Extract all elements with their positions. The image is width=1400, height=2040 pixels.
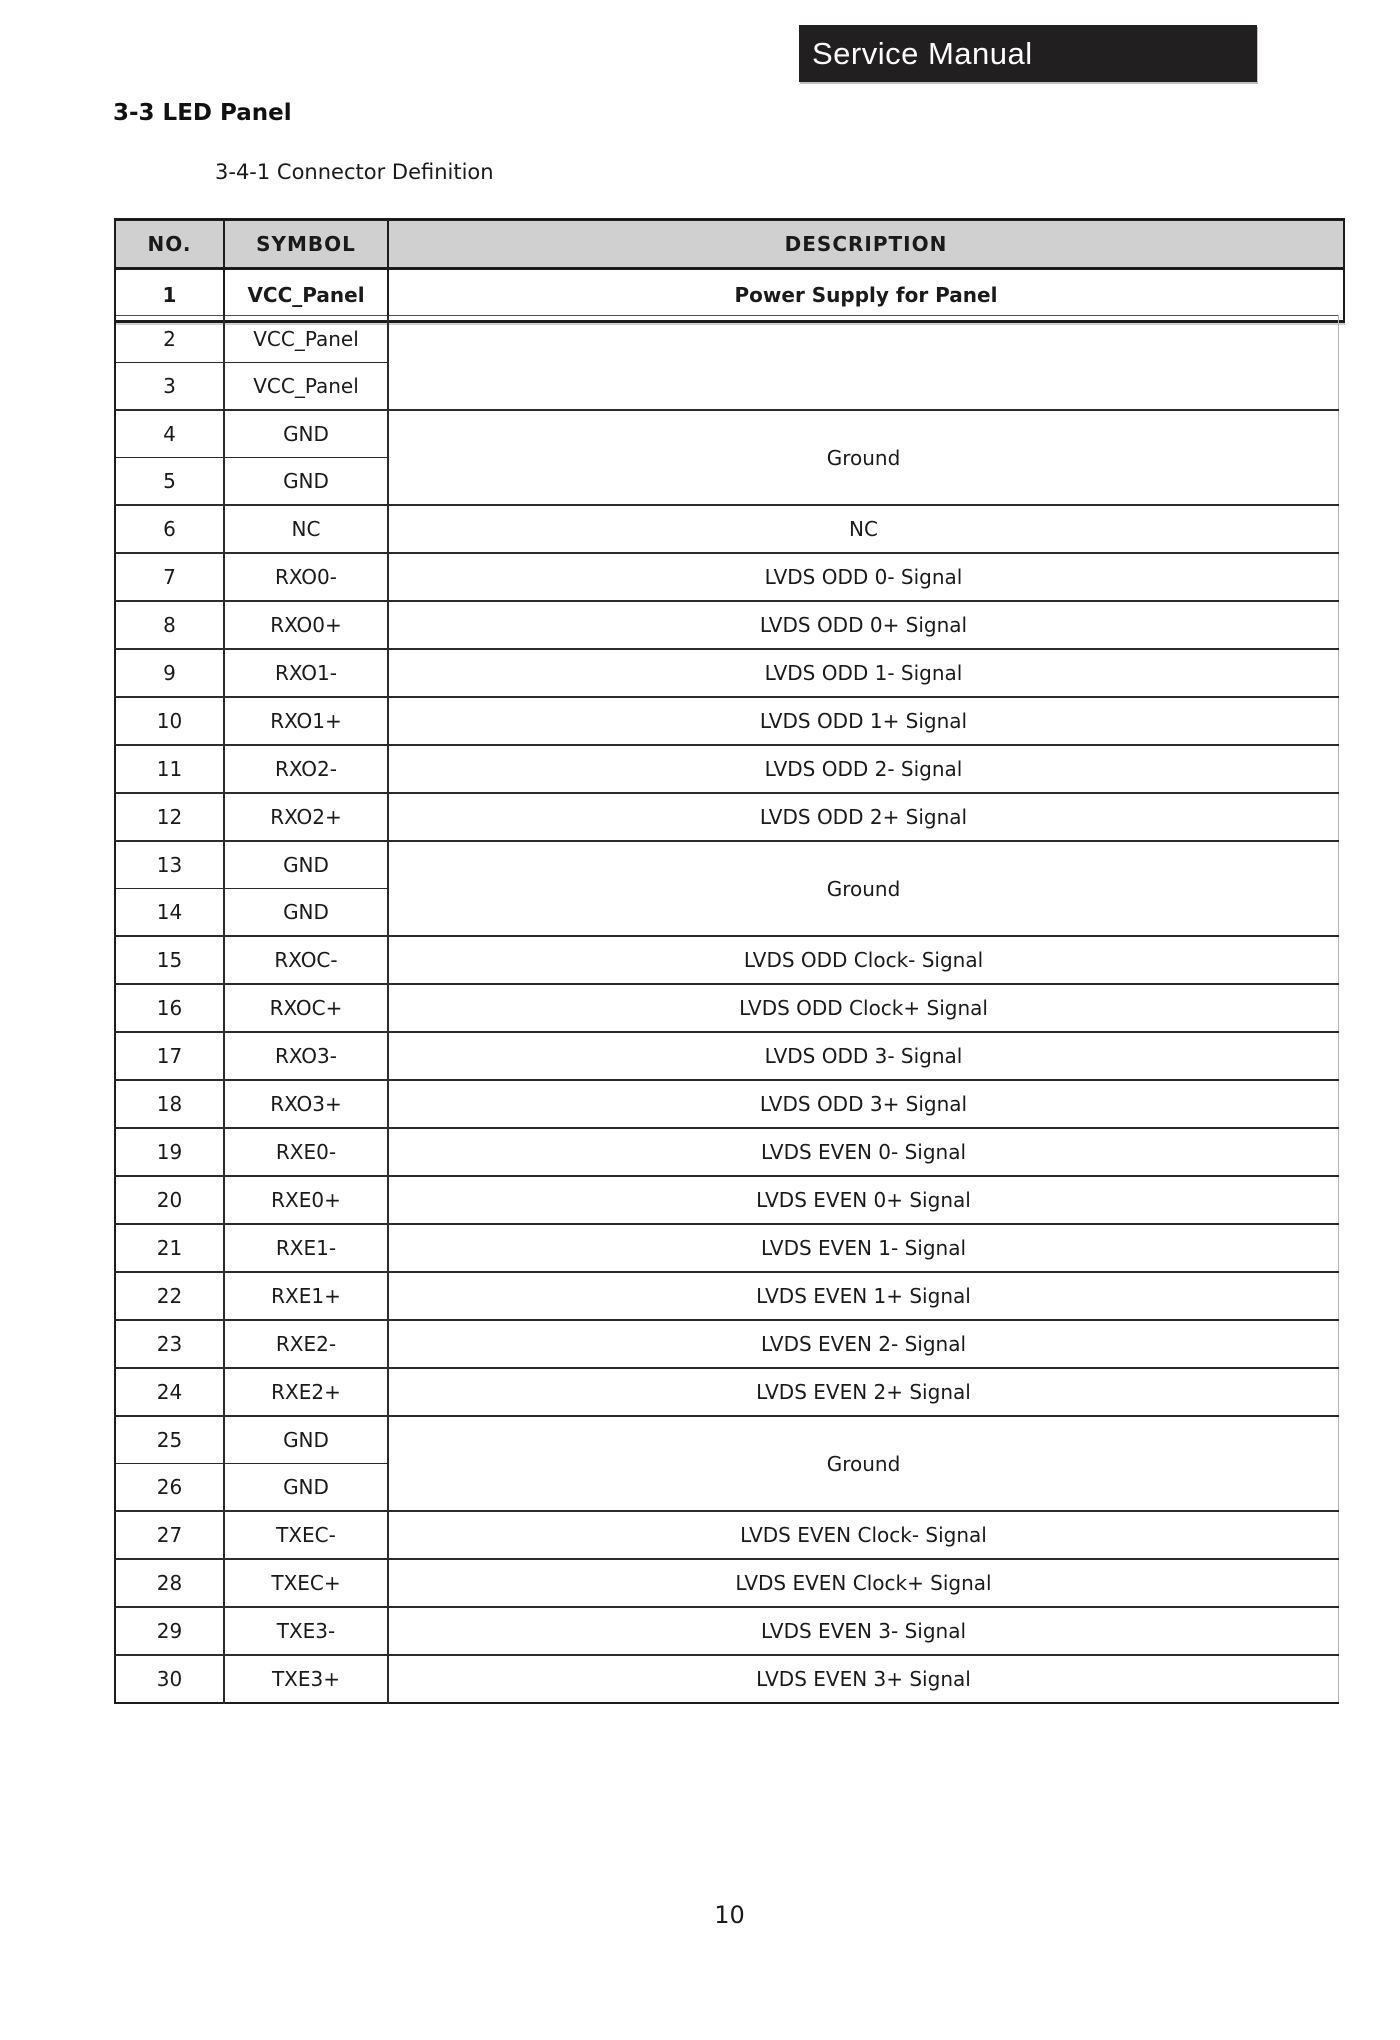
pin-description-cell: NC bbox=[388, 505, 1339, 553]
pin-description-cell: LVDS EVEN 0+ Signal bbox=[388, 1176, 1339, 1224]
pin-number-cell: 6 bbox=[115, 505, 224, 553]
pin-description-cell: LVDS ODD 0+ Signal bbox=[388, 601, 1339, 649]
table-row-pin-27 bbox=[115, 1511, 1339, 1559]
page-number: 10 bbox=[714, 1901, 745, 1929]
pin-symbol-cell: GND bbox=[224, 1416, 388, 1464]
table-row-pin-21 bbox=[115, 1224, 1339, 1272]
pin-symbol-cell: RXE1- bbox=[224, 1224, 388, 1272]
pin-description-cell: Ground bbox=[388, 841, 1339, 936]
table-row-pin-25 bbox=[115, 1416, 1339, 1464]
pin-symbol-cell: TXE3- bbox=[224, 1607, 388, 1655]
table-header-row bbox=[115, 220, 1344, 269]
table-row-pin-10 bbox=[115, 697, 1339, 745]
table-row-pin-22 bbox=[115, 1272, 1339, 1320]
pin-description-cell: LVDS EVEN 1- Signal bbox=[388, 1224, 1339, 1272]
pin-symbol-cell: NC bbox=[224, 505, 388, 553]
pin-number-cell: 19 bbox=[115, 1128, 224, 1176]
pin-symbol-cell: GND bbox=[224, 410, 388, 458]
table-row-pin-8 bbox=[115, 601, 1339, 649]
pin-description-cell: Ground bbox=[388, 1416, 1339, 1511]
pin-number-cell: 18 bbox=[115, 1080, 224, 1128]
pin-description-cell: LVDS EVEN 0- Signal bbox=[388, 1128, 1339, 1176]
table-row-pin-4 bbox=[115, 410, 1339, 458]
pin-symbol-cell: RXO2- bbox=[224, 745, 388, 793]
table-row-pin-23 bbox=[115, 1320, 1339, 1368]
table-row-pin-9 bbox=[115, 649, 1339, 697]
pin-description-cell: LVDS ODD 2+ Signal bbox=[388, 793, 1339, 841]
table-row-pin-6 bbox=[115, 505, 1339, 553]
pin-symbol-cell: RXO3- bbox=[224, 1032, 388, 1080]
pin-symbol-cell: TXE3+ bbox=[224, 1655, 388, 1703]
pin-description-cell: LVDS ODD Clock+ Signal bbox=[388, 984, 1339, 1032]
service-manual-banner-label: Service Manual bbox=[812, 35, 1033, 71]
pin-number-cell: 5 bbox=[115, 458, 224, 506]
pin-number-cell: 30 bbox=[115, 1655, 224, 1703]
pin-number-cell: 8 bbox=[115, 601, 224, 649]
table-row-pin-15 bbox=[115, 936, 1339, 984]
pin-description-cell: LVDS EVEN 3- Signal bbox=[388, 1607, 1339, 1655]
pin-description-cell: LVDS ODD 2- Signal bbox=[388, 745, 1339, 793]
pin-description-cell: LVDS EVEN 3+ Signal bbox=[388, 1655, 1339, 1703]
pin-symbol-cell: RXE1+ bbox=[224, 1272, 388, 1320]
table-row-pin-19 bbox=[115, 1128, 1339, 1176]
table-row-pin-18 bbox=[115, 1080, 1339, 1128]
table-row-pin-17 bbox=[115, 1032, 1339, 1080]
section-title: 3-3 LED Panel bbox=[113, 100, 292, 126]
pin-description-cell: LVDS EVEN 1+ Signal bbox=[388, 1272, 1339, 1320]
column-header-no: NO. bbox=[115, 220, 224, 269]
pin-symbol-cell: GND bbox=[224, 458, 388, 506]
pin-description-cell: LVDS EVEN Clock- Signal bbox=[388, 1511, 1339, 1559]
pin-number-cell: 23 bbox=[115, 1320, 224, 1368]
table-row-pin-20 bbox=[115, 1176, 1339, 1224]
table-row-pin-2 bbox=[115, 316, 1339, 363]
pin-number-cell: 14 bbox=[115, 889, 224, 937]
pin-symbol-cell: VCC_Panel bbox=[224, 269, 388, 322]
pin-number-cell: 29 bbox=[115, 1607, 224, 1655]
service-manual-banner bbox=[799, 25, 1257, 82]
pin-number-cell: 27 bbox=[115, 1511, 224, 1559]
pin-number-cell: 20 bbox=[115, 1176, 224, 1224]
table-row-pin-16 bbox=[115, 984, 1339, 1032]
pin-description-cell: LVDS EVEN 2- Signal bbox=[388, 1320, 1339, 1368]
column-header-description: DESCRIPTION bbox=[388, 220, 1344, 269]
table-row-pin-24 bbox=[115, 1368, 1339, 1416]
pin-symbol-cell: RXO0- bbox=[224, 553, 388, 601]
table-row-pin-28 bbox=[115, 1559, 1339, 1607]
pin-number-cell: 3 bbox=[115, 363, 224, 411]
pin-symbol-cell: RXE0+ bbox=[224, 1176, 388, 1224]
subsection-title: 3-4-1 Connector Definition bbox=[215, 160, 494, 184]
pin-number-cell: 11 bbox=[115, 745, 224, 793]
table-row-pin-13 bbox=[115, 841, 1339, 889]
pin-description-cell bbox=[388, 316, 1339, 411]
pin-description-cell: Power Supply for Panel bbox=[388, 269, 1344, 322]
pin-symbol-cell: GND bbox=[224, 1464, 388, 1512]
pin-symbol-cell: RXE0- bbox=[224, 1128, 388, 1176]
pin-symbol-cell: RXO1+ bbox=[224, 697, 388, 745]
pin-number-cell: 22 bbox=[115, 1272, 224, 1320]
pin-symbol-cell: RXO2+ bbox=[224, 793, 388, 841]
pin-number-cell: 21 bbox=[115, 1224, 224, 1272]
pin-description-cell: LVDS ODD 3- Signal bbox=[388, 1032, 1339, 1080]
pin-number-cell: 7 bbox=[115, 553, 224, 601]
pin-description-cell: LVDS EVEN Clock+ Signal bbox=[388, 1559, 1339, 1607]
pin-description-cell: Ground bbox=[388, 410, 1339, 505]
pin-number-cell: 4 bbox=[115, 410, 224, 458]
pin-number-cell: 2 bbox=[115, 316, 224, 363]
pin-description-cell: LVDS ODD Clock- Signal bbox=[388, 936, 1339, 984]
pin-symbol-cell: RXOC+ bbox=[224, 984, 388, 1032]
pin-number-cell: 15 bbox=[115, 936, 224, 984]
pin-symbol-cell: RXO0+ bbox=[224, 601, 388, 649]
pin-symbol-cell: GND bbox=[224, 841, 388, 889]
connector-table-body-section bbox=[114, 315, 1339, 1704]
table-row-pin-7 bbox=[115, 553, 1339, 601]
pin-symbol-cell: GND bbox=[224, 889, 388, 937]
pin-number-cell: 1 bbox=[115, 269, 224, 322]
table-row-pin-12 bbox=[115, 793, 1339, 841]
pin-symbol-cell: RXE2+ bbox=[224, 1368, 388, 1416]
pin-number-cell: 26 bbox=[115, 1464, 224, 1512]
pin-number-cell: 10 bbox=[115, 697, 224, 745]
table-row-pin-30 bbox=[115, 1655, 1339, 1703]
column-header-symbol: SYMBOL bbox=[224, 220, 388, 269]
pin-number-cell: 13 bbox=[115, 841, 224, 889]
pin-symbol-cell: VCC_Panel bbox=[224, 363, 388, 411]
pin-description-cell: LVDS ODD 1+ Signal bbox=[388, 697, 1339, 745]
pin-symbol-cell: RXO3+ bbox=[224, 1080, 388, 1128]
pin-number-cell: 24 bbox=[115, 1368, 224, 1416]
pin-symbol-cell: RXOC- bbox=[224, 936, 388, 984]
pin-description-cell: LVDS ODD 1- Signal bbox=[388, 649, 1339, 697]
pin-symbol-cell: RXE2- bbox=[224, 1320, 388, 1368]
pin-symbol-cell: VCC_Panel bbox=[224, 316, 388, 363]
table-row-pin-1 bbox=[115, 269, 1344, 322]
pin-number-cell: 25 bbox=[115, 1416, 224, 1464]
pin-number-cell: 17 bbox=[115, 1032, 224, 1080]
pin-number-cell: 12 bbox=[115, 793, 224, 841]
pin-symbol-cell: RXO1- bbox=[224, 649, 388, 697]
pin-number-cell: 16 bbox=[115, 984, 224, 1032]
pin-symbol-cell: TXEC+ bbox=[224, 1559, 388, 1607]
table-row-pin-29 bbox=[115, 1607, 1339, 1655]
pin-number-cell: 9 bbox=[115, 649, 224, 697]
pin-description-cell: LVDS ODD 0- Signal bbox=[388, 553, 1339, 601]
pin-number-cell: 28 bbox=[115, 1559, 224, 1607]
pin-symbol-cell: TXEC- bbox=[224, 1511, 388, 1559]
pin-description-cell: LVDS EVEN 2+ Signal bbox=[388, 1368, 1339, 1416]
table-row-pin-11 bbox=[115, 745, 1339, 793]
connector-table-head-section bbox=[114, 218, 1345, 323]
pin-description-cell: LVDS ODD 3+ Signal bbox=[388, 1080, 1339, 1128]
